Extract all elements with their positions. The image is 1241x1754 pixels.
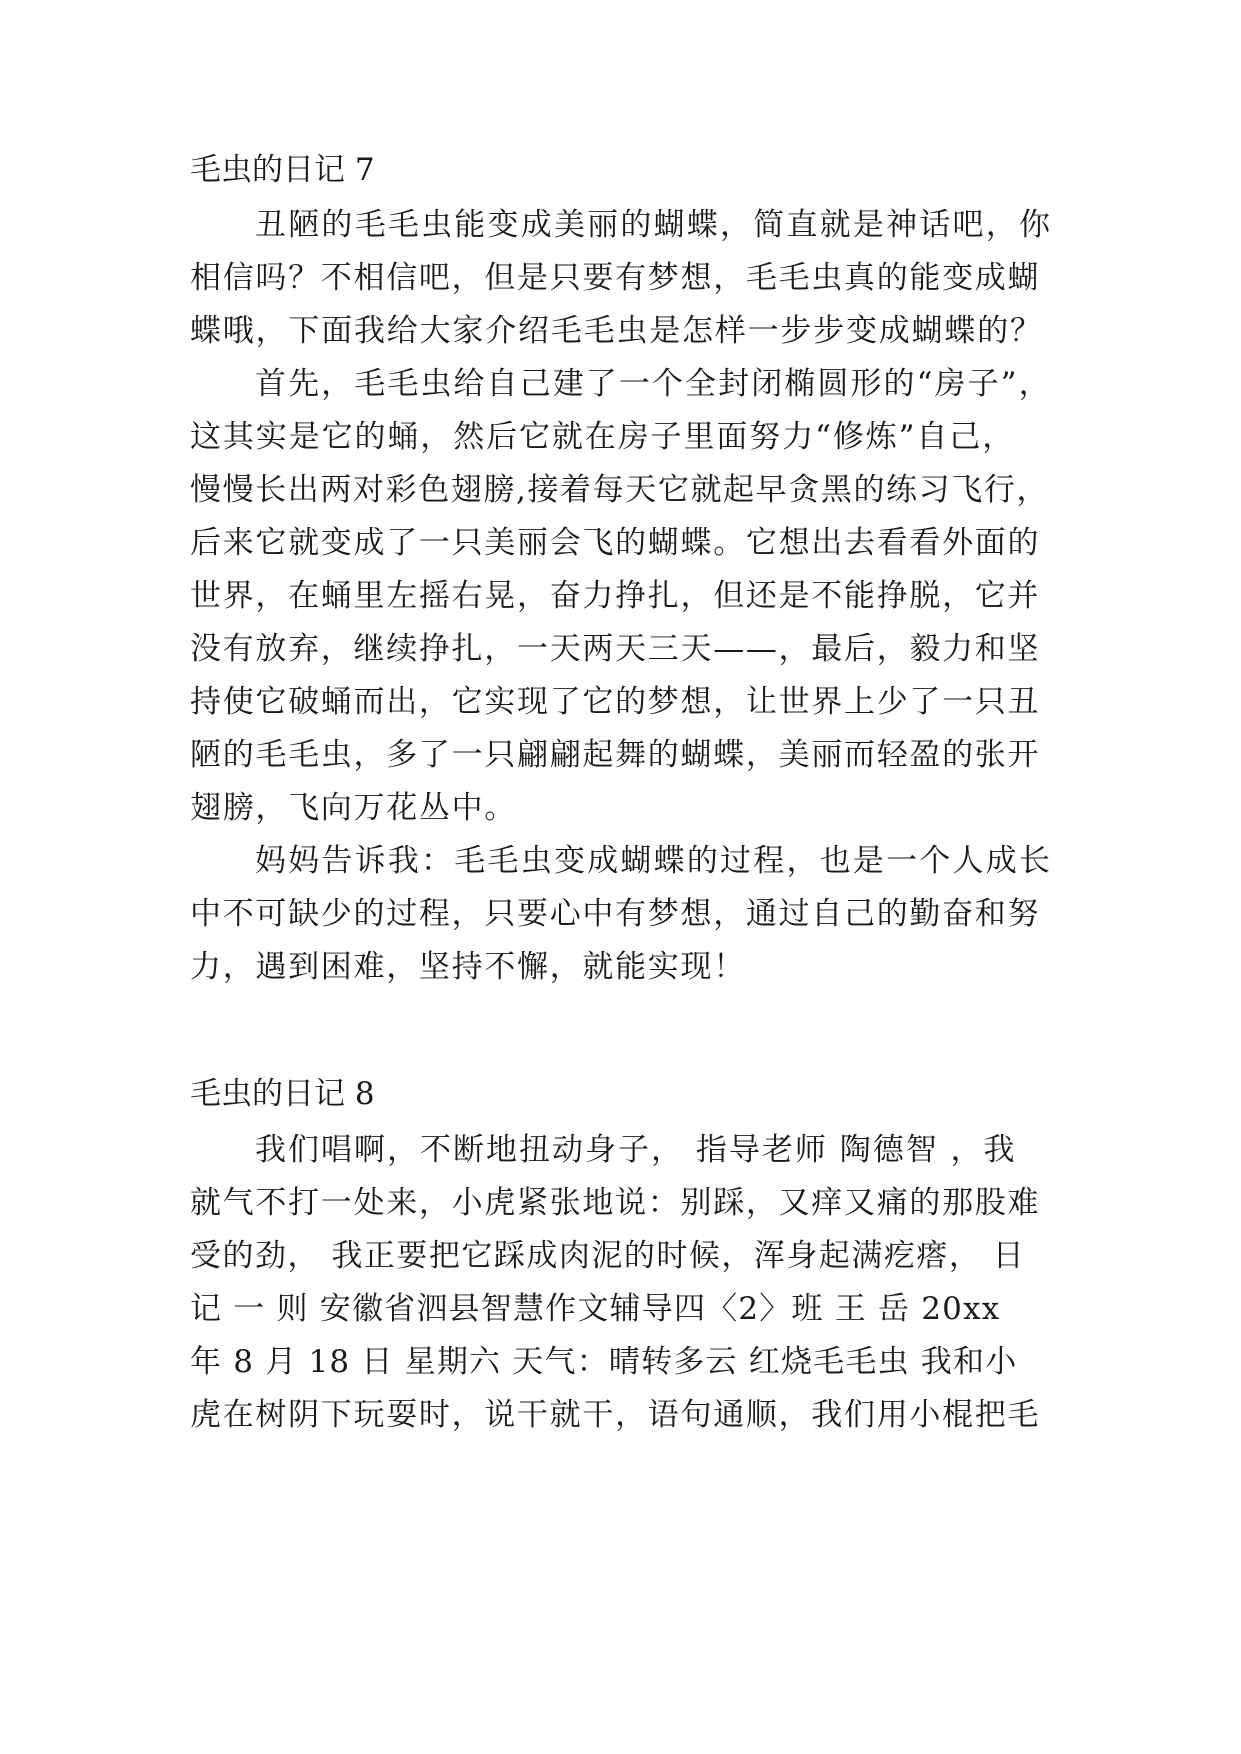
paragraph-line: 相信吗？不相信吧，但是只要有梦想，毛毛虫真的能变成蝴 bbox=[190, 260, 1041, 296]
paragraph-line: 持使它破蛹而出，它实现了它的梦想，让世界上少了一只丑 bbox=[190, 684, 1041, 720]
paragraph-line: 我们唱啊，不断地扭动身子， 指导老师 陶德智 ，我 bbox=[255, 1132, 1017, 1168]
paragraph-line: 中不可缺少的过程，只要心中有梦想，通过自己的勤奋和努 bbox=[190, 896, 1041, 932]
paragraph-line: 虎在树阴下玩耍时，说干就干，语句通顺，我们用小棍把毛 bbox=[190, 1397, 1041, 1433]
section-title: 毛虫的日记 7 bbox=[190, 152, 375, 188]
paragraph-line: 慢慢长出两对彩色翅膀,接着每天它就起早贪黑的练习飞行， bbox=[190, 472, 1050, 508]
paragraph-line: 没有放弃，继续挣扎，一天两天三天——，最后，毅力和坚 bbox=[190, 631, 1041, 667]
paragraph-line: 丑陋的毛毛虫能变成美丽的蝴蝶，简直就是神话吧，你 bbox=[255, 207, 1053, 243]
paragraph-line: 妈妈告诉我：毛毛虫变成蝴蝶的过程，也是一个人成长 bbox=[255, 843, 1053, 879]
paragraph-line: 世界，在蛹里左摇右晃，奋力挣扎，但还是不能挣脱，它并 bbox=[190, 578, 1041, 614]
paragraph-line: 这其实是它的蛹，然后它就在房子里面努力“修炼”自己， bbox=[190, 419, 1016, 455]
paragraph-line: 蝶哦，下面我给大家介绍毛毛虫是怎样一步步变成蝴蝶的？ bbox=[190, 313, 1043, 349]
paragraph-line: 翅膀，飞向万花丛中。 bbox=[190, 790, 517, 826]
paragraph-line: 就气不打一处来，小虎紧张地说：别踩，又痒又痛的那股难 bbox=[190, 1185, 1041, 1221]
paragraph-line: 后来它就变成了一只美丽会飞的蝴蝶。它想出去看看外面的 bbox=[190, 525, 1041, 561]
paragraph-line: 记 一 则 安徽省泗县智慧作文辅导四〈2〉班 王 岳 20xx bbox=[190, 1291, 1001, 1327]
paragraph-line: 年 8 月 18 日 星期六 天气：晴转多云 红烧毛毛虫 我和小 bbox=[190, 1344, 1018, 1380]
section-title: 毛虫的日记 8 bbox=[190, 1076, 375, 1112]
paragraph-line: 受的劲， 我正要把它踩成肉泥的时候，浑身起满疙瘩， 日 bbox=[190, 1238, 1026, 1274]
paragraph-line: 首先，毛毛虫给自己建了一个全封闭椭圆形的“房子”， bbox=[255, 366, 1052, 402]
paragraph-line: 陋的毛毛虫，多了一只翩翩起舞的蝴蝶，美丽而轻盈的张开 bbox=[190, 737, 1041, 773]
paragraph-line: 力，遇到困难，坚持不懈，就能实现！ bbox=[190, 949, 746, 985]
